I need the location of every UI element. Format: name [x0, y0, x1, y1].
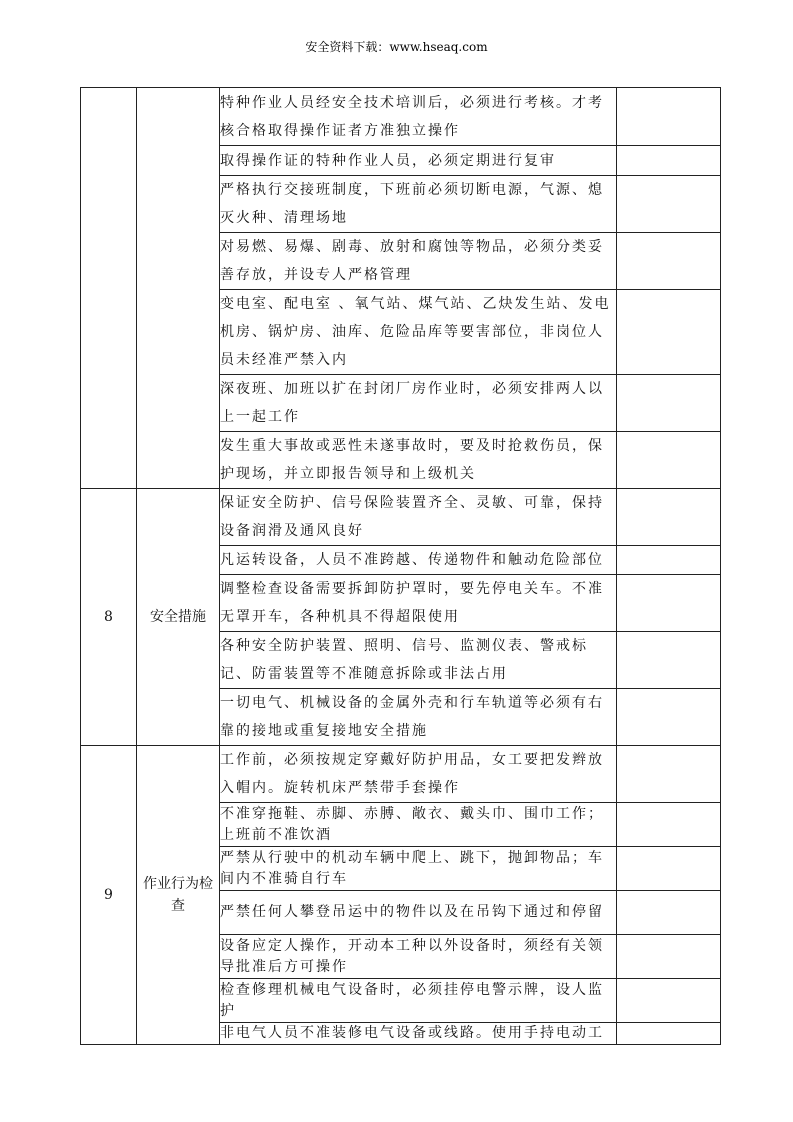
result-cell — [617, 88, 721, 146]
check-item: 不准穿拖鞋、赤脚、赤膊、敞衣、戴头巾、围巾工作；上班前不准饮酒 — [220, 803, 617, 847]
result-cell — [617, 375, 721, 432]
check-item: 对易燃、易爆、剧毒、放射和腐蚀等物品，必须分类妥善存放，并设专人严格管理 — [220, 233, 617, 290]
check-item: 特种作业人员经安全技术培训后，必须进行考核。才考核合格取得操作证者方准独立操作 — [220, 88, 617, 146]
group-category: 安全措施 — [137, 489, 220, 746]
result-cell — [617, 979, 721, 1023]
result-cell — [617, 432, 721, 489]
result-cell — [617, 891, 721, 935]
group-number: 8 — [81, 489, 137, 746]
check-item: 保证安全防护、信号保险装置齐全、灵敏、可靠，保持设备润滑及通风良好 — [220, 489, 617, 546]
group-category — [137, 88, 220, 489]
check-item: 深夜班、加班以扩在封闭厂房作业时，必须安排两人以上一起工作 — [220, 375, 617, 432]
check-item: 凡运转设备，人员不准跨越、传递物件和触动危险部位 — [220, 546, 617, 575]
check-item: 一切电气、机械设备的金属外壳和行车轨道等必须有右靠的接地或重复接地安全措施 — [220, 689, 617, 746]
result-cell — [617, 546, 721, 575]
check-item: 非电气人员不准装修电气设备或线路。使用手持电动工 — [220, 1023, 617, 1045]
safety-check-table — [80, 87, 721, 1045]
table-row — [81, 746, 721, 803]
check-item: 工作前，必须按规定穿戴好防护用品，女工要把发辫放入帽内。旋转机床严禁带手套操作 — [220, 746, 617, 803]
page-header: 安全资料下载：www.hseaq.com — [305, 40, 488, 54]
check-item: 严格执行交接班制度，下班前必须切断电源，气源、熄灭火种、清理场地 — [220, 176, 617, 233]
result-cell — [617, 146, 721, 176]
check-item: 严禁任何人攀登吊运中的物件以及在吊钩下通过和停留 — [220, 891, 617, 935]
group-number — [81, 88, 137, 489]
check-item: 各种安全防护装置、照明、信号、监测仪表、警戒标记、防雷装置等不准随意拆除或非法占用 — [220, 632, 617, 689]
result-cell — [617, 575, 721, 632]
check-item: 调整检查设备需要拆卸防护罩时，要先停电关车。不准无罩开车，各种机具不得超限使用 — [220, 575, 617, 632]
table-row — [81, 88, 721, 146]
result-cell — [617, 746, 721, 803]
check-item: 发生重大事故或恶性未遂事故时，要及时抢救伤员，保护现场，并立即报告领导和上级机关 — [220, 432, 617, 489]
result-cell — [617, 689, 721, 746]
group-category: 作业行为检查 — [137, 746, 220, 1045]
result-cell — [617, 803, 721, 847]
result-cell — [617, 1023, 721, 1045]
check-item: 设备应定人操作，开动本工种以外设备时，须经有关领导批准后方可操作 — [220, 935, 617, 979]
result-cell — [617, 233, 721, 290]
group-number: 9 — [81, 746, 137, 1045]
result-cell — [617, 632, 721, 689]
check-item: 取得操作证的特种作业人员，必须定期进行复审 — [220, 146, 617, 176]
result-cell — [617, 847, 721, 891]
result-cell — [617, 290, 721, 375]
check-item: 变电室、配电室 、氧气站、煤气站、乙炔发生站、发电机房、锅炉房、油库、危险品库等要害部位，非岗位人员未经准严禁入内 — [220, 290, 617, 375]
result-cell — [617, 489, 721, 546]
check-item: 检查修理机械电气设备时，必须挂停电警示牌，设人监护 — [220, 979, 617, 1023]
check-item: 严禁从行驶中的机动车辆中爬上、跳下，抛卸物品；车间内不准骑自行车 — [220, 847, 617, 891]
result-cell — [617, 935, 721, 979]
result-cell — [617, 176, 721, 233]
table-row — [81, 489, 721, 546]
